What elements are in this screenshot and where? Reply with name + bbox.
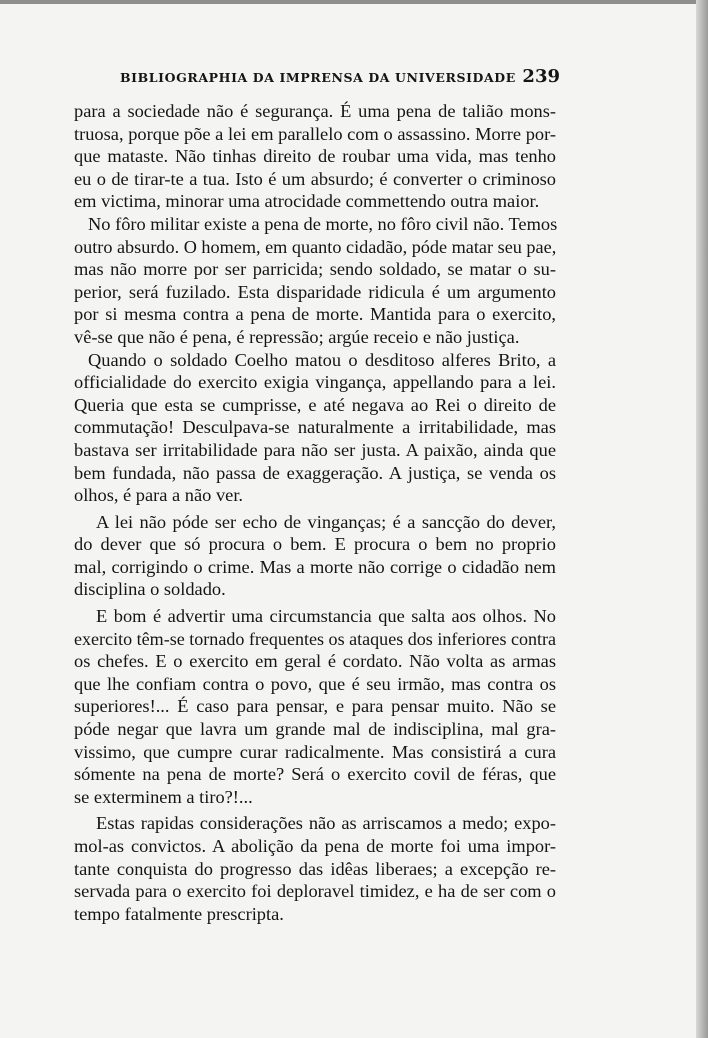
paragraph-5 — [74, 605, 556, 808]
running-header — [120, 66, 560, 90]
text-line: exercito têm-se tornado frequentes os ataques dos inferiores contra — [74, 628, 557, 649]
text-line: perior, será fuzilado. Esta disparidade ridicula é um argumento — [74, 281, 556, 302]
text-line: servada para o exercito foi deploravel timidez, e ha de ser com o — [74, 881, 556, 902]
paragraph-2 — [74, 213, 556, 349]
text-line: póde negar que lavra um grande mal de indisciplina, mal gra- — [74, 719, 556, 740]
running-title: BIBLIOGRAPHIA DA IMPRENSA DA UNIVERSIDADE — [120, 70, 516, 85]
text-line: tempo fatalmente prescripta. — [74, 903, 284, 924]
page-binding-edge — [696, 0, 708, 1038]
text-line: commutação! Desculpava-se naturalmente a irritabilidade, mas — [74, 417, 556, 438]
text-line: superiores!... É caso para pensar, e para pensar muito. Não se — [74, 696, 556, 717]
text-line: eu o de tirar-te a tua. Isto é um absurdo; é converter o criminoso — [74, 168, 556, 189]
text-line: mas não morre por ser parricida; sendo soldado, se matar o su- — [74, 259, 556, 280]
text-line: em victima, minorar uma atrocidade commettendo outra maior. — [74, 191, 540, 212]
paragraph-6 — [74, 812, 556, 925]
text-line: Estas rapidas considerações não as arriscamos a medo; expo- — [96, 813, 556, 834]
text-line: Queria que esta se cumprisse, e até negava ao Rei o direito de — [74, 394, 556, 415]
text-line: No fôro militar existe a pena de morte, no fôro civil não. Temos — [88, 213, 558, 234]
text-line: que lhe confiam contra o povo, que é seu irmão, mas contra os — [74, 673, 556, 694]
text-line: para a sociedade não é segurança. É uma pena de talião mons- — [74, 101, 556, 121]
text-line: vissimo, que cumpre curar radicalmente. Mas consistirá a cura — [74, 741, 556, 762]
text-line: mal, corrigindo o crime. Mas a morte não corrige o cidadão nem — [74, 556, 556, 577]
text-line: os chefes. E o exercito em geral é cordato. Não volta as armas — [74, 651, 556, 672]
text-line: bastava ser irritabilidade para não ser justa. A paixão, ainda que — [74, 439, 556, 460]
paragraph-4 — [74, 511, 556, 601]
paragraph-3 — [74, 349, 556, 507]
text-line: por si mesma contra a pena de morte. Mantida para o exercito, — [74, 304, 556, 325]
text-line: tante conquista do progresso das idêas liberaes; a excepção re- — [74, 858, 556, 879]
text-line: se exterminem a tiro?!... — [74, 786, 253, 807]
text-line: outro absurdo. O homem, em quanto cidadão, póde matar seu pae, — [74, 236, 557, 257]
text-line: mol-as convictos. A abolição da pena de morte foi uma impor- — [74, 836, 556, 856]
text-line: do dever que só procura o bem. E procura o bem no proprio — [74, 534, 556, 555]
text-line: E bom é advertir uma circumstancia que salta aos olhos. No — [96, 606, 556, 627]
text-line: sómente na pena de morte? Será o exercito covil de féras, que — [74, 764, 556, 785]
body-text — [74, 100, 556, 925]
text-line: truosa, porque põe a lei em parallelo com o assassino. Morre por- — [74, 123, 556, 144]
text-line: officialidade do exercito exigia vingança, appellando para a lei. — [74, 372, 556, 393]
text-line: que mataste. Não tinhas direito de roubar uma vida, mas tenho — [74, 146, 556, 167]
text-line: olhos, é para a não ver. — [74, 485, 244, 506]
page-top-edge — [0, 0, 708, 4]
text-line: Quando o soldado Coelho matou o desditoso alferes Brito, a — [88, 349, 556, 370]
text-line: A lei não póde ser echo de vinganças; é a sancção do dever, — [96, 511, 556, 532]
paragraph-1 — [74, 100, 556, 213]
page-number: 239 — [522, 66, 560, 87]
text-line: disciplina o soldado. — [74, 579, 226, 600]
text-line: vê-se que não é pena, é repressão; argúe receio e não justiça. — [74, 326, 520, 347]
text-line: bem fundada, não passa de exaggeração. A justiça, se venda os — [74, 462, 556, 483]
